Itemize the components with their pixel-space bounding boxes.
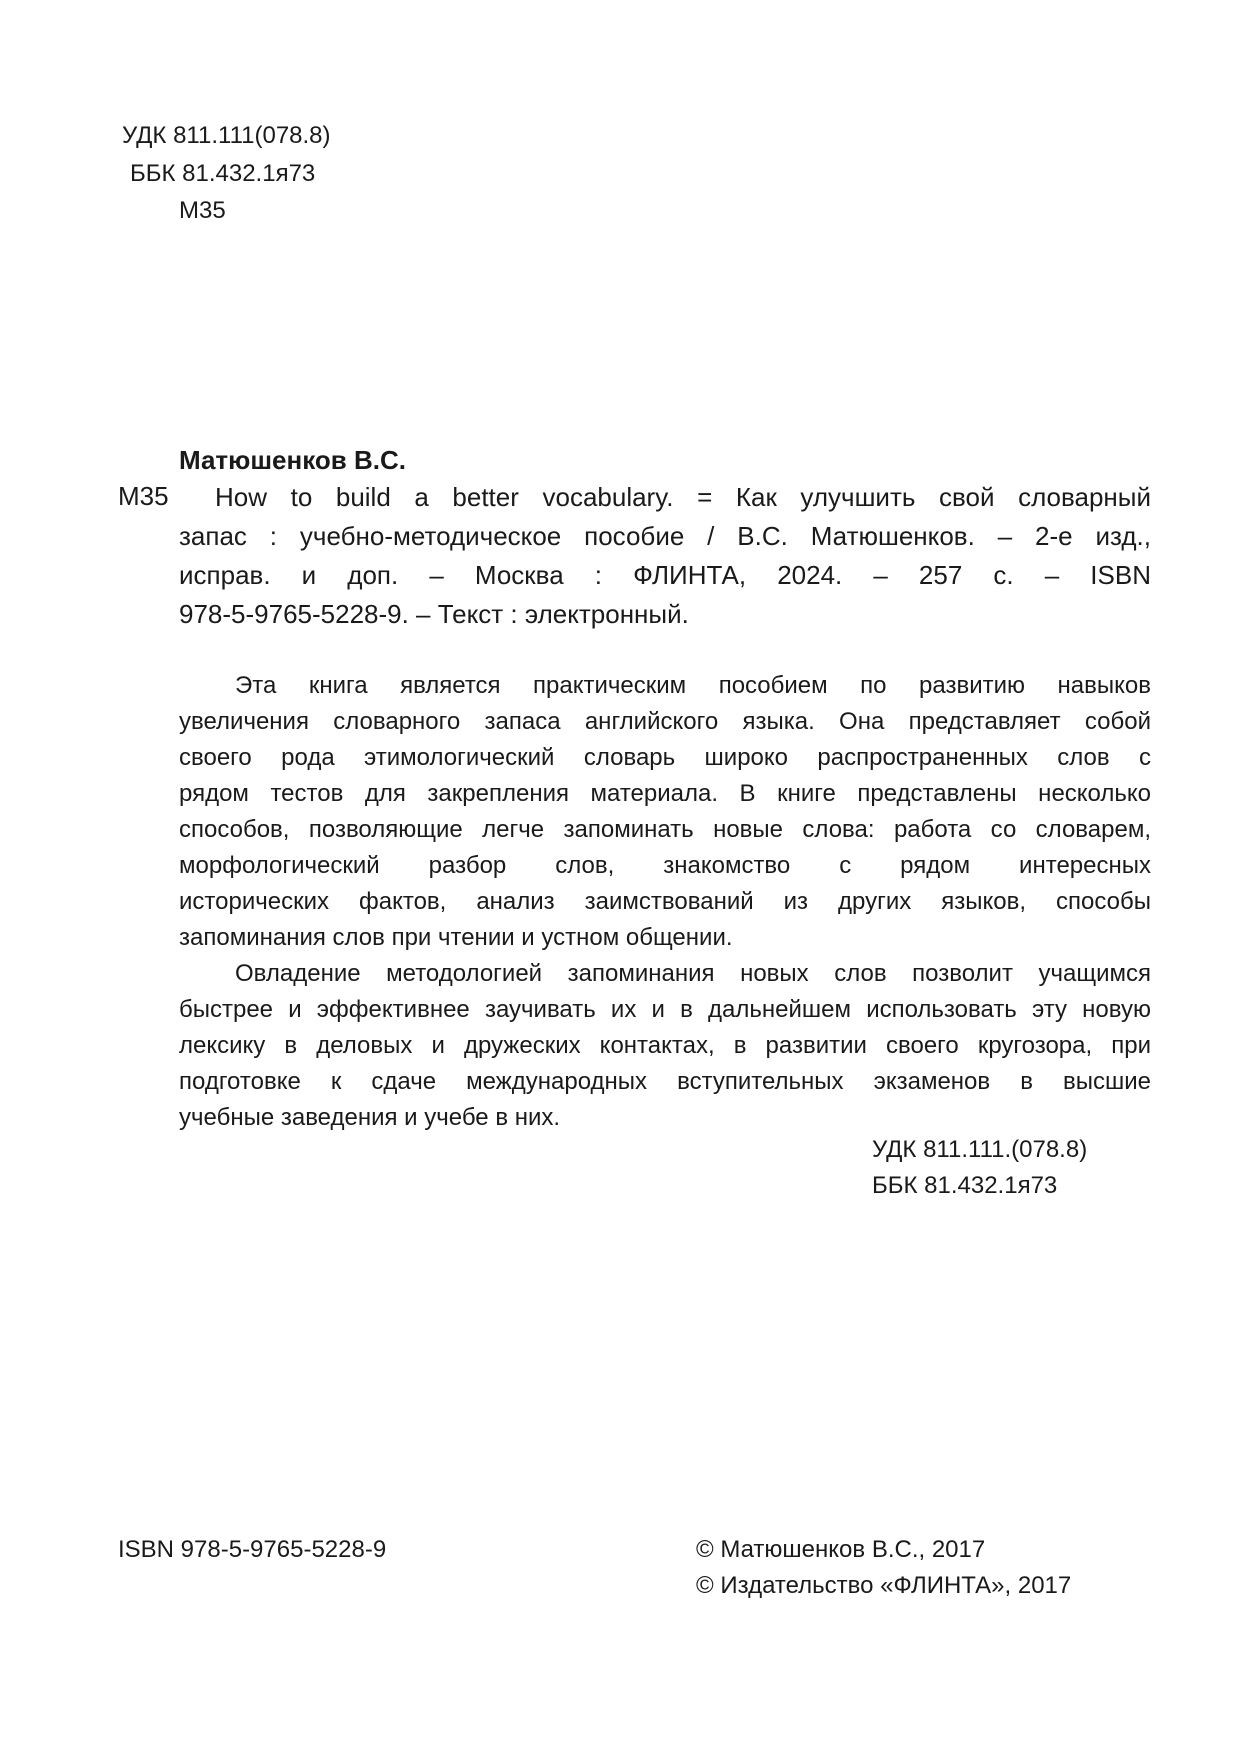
author-name: Матюшенков В.С.: [179, 445, 406, 475]
bbk-header: ББК 81.432.1я73: [130, 160, 316, 187]
abstract-line: рядом тестов для закрепления материала. В книге представлены несколько: [179, 780, 1151, 807]
abstract-line: быстрее и эффективнее заучивать их и в дальнейшем использовать эту новую: [179, 996, 1151, 1023]
isbn: ISBN 978-5-9765-5228-9: [118, 1536, 387, 1563]
abstract-line: морфологический разбор слов, знакомство с рядом интересных: [179, 852, 1151, 879]
biblio-line: запас : учебно-методическое пособие / В.С. Матюшенков. – 2-е изд.,: [179, 521, 1151, 551]
biblio-line: исправ. и доп. – Москва : ФЛИНТА, 2024. – 257 с. – ISBN: [179, 560, 1151, 590]
author-code: М35: [118, 481, 169, 511]
abstract-line: Эта книга является практическим пособием по развитию навыков: [235, 672, 1151, 699]
bbk-classification: ББК 81.432.1я73: [872, 1172, 1058, 1199]
abstract-line: учебные заведения и учебе в них.: [179, 1104, 561, 1131]
udk-classification: УДК 811.111.(078.8): [872, 1136, 1088, 1163]
abstract-line: подготовке к сдаче международных вступительных экзаменов в высшие: [179, 1068, 1151, 1095]
copyright-publisher: © Издательство «ФЛИНТА», 2017: [696, 1572, 1072, 1599]
abstract: [179, 668, 1151, 1136]
abstract-line: увеличения словарного запаса английского языка. Она представляет собой: [179, 708, 1151, 735]
udk-header: УДК 811.111(078.8): [122, 122, 331, 149]
abstract-line: способов, позволяющие легче запоминать новые слова: работа со словарем,: [179, 816, 1151, 843]
abstract-line: своего рода этимологический словарь широко распространенных слов с: [179, 744, 1151, 771]
abstract-line: запоминания слов при чтении и устном общении.: [179, 924, 733, 951]
copyright-author: © Матюшенков В.С., 2017: [696, 1536, 986, 1563]
biblio-line: 978-5-9765-5228-9. – Текст : электронный.: [179, 599, 689, 629]
abstract-line: Овладение методологией запоминания новых слов позволит учащимся: [235, 960, 1151, 987]
abstract-line: лексику в деловых и дружеских контактах, в развитии своего кругозора, при: [179, 1032, 1151, 1059]
bibliographic-description: [179, 478, 1151, 634]
abstract-line: исторических фактов, анализ заимствований из других языков, способы: [179, 888, 1151, 915]
author-code-header: М35: [179, 197, 226, 224]
biblio-line: How to build a better vocabulary. = Как улучшить свой словарный: [215, 482, 1151, 512]
